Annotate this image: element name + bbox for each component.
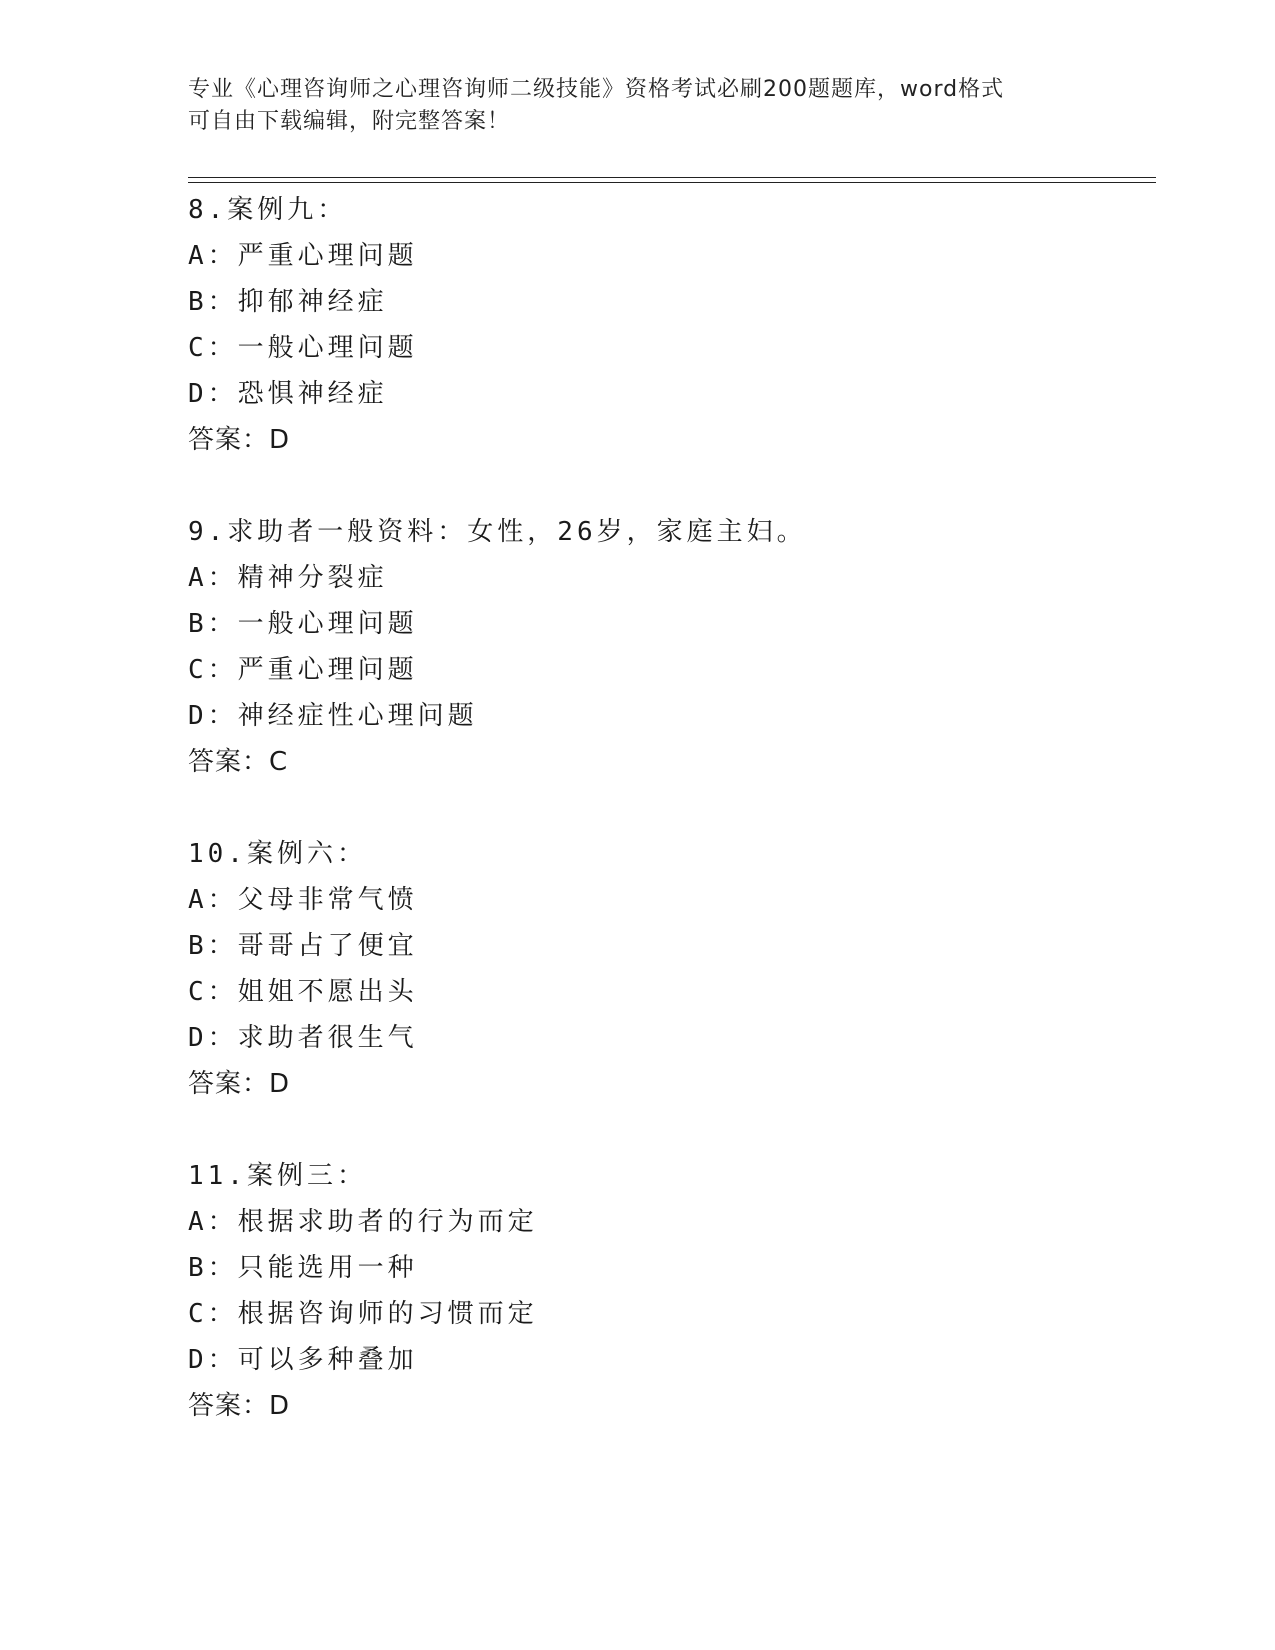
option-a: A：父母非常气愤 (188, 885, 418, 915)
option-b: B：只能选用一种 (188, 1253, 418, 1283)
question-9 (188, 509, 1148, 785)
header-divider-top (188, 177, 1156, 178)
question-11 (188, 1153, 1148, 1429)
option-d: D：神经症性心理问题 (188, 701, 478, 731)
answer-label: 答案：D (188, 425, 291, 455)
option-a: A：精神分裂症 (188, 563, 388, 593)
option-c: C：姐姐不愿出头 (188, 977, 418, 1007)
option-b: B：抑郁神经症 (188, 287, 388, 317)
option-d: D：恐惧神经症 (188, 379, 388, 409)
question-stem: 9.求助者一般资料：女性，26岁，家庭主妇。 (188, 517, 807, 547)
question-8 (188, 187, 1148, 463)
answer-label: 答案：C (188, 747, 289, 777)
header-line-1: 专业《心理咨询师之心理咨询师二级技能》资格考试必刷200题题库，word格式 (188, 77, 1005, 102)
option-c: C：根据咨询师的习惯而定 (188, 1299, 538, 1329)
option-d: D：求助者很生气 (188, 1023, 418, 1053)
question-stem: 10.案例六： (188, 839, 367, 869)
document-header (188, 74, 1088, 138)
option-d: D：可以多种叠加 (188, 1345, 418, 1375)
option-b: B：哥哥占了便宜 (188, 931, 418, 961)
option-c: C：一般心理问题 (188, 333, 418, 363)
question-stem: 11.案例三： (188, 1161, 367, 1191)
option-a: A：严重心理问题 (188, 241, 418, 271)
option-c: C：严重心理问题 (188, 655, 418, 685)
question-stem: 8.案例九： (188, 195, 348, 225)
question-list (188, 187, 1148, 1475)
answer-label: 答案：D (188, 1069, 291, 1099)
option-a: A：根据求助者的行为而定 (188, 1207, 538, 1237)
question-10 (188, 831, 1148, 1107)
header-divider-bottom (188, 182, 1156, 183)
answer-label: 答案：D (188, 1391, 291, 1421)
header-line-2: 可自由下载编辑，附完整答案！ (188, 109, 511, 134)
option-b: B：一般心理问题 (188, 609, 418, 639)
